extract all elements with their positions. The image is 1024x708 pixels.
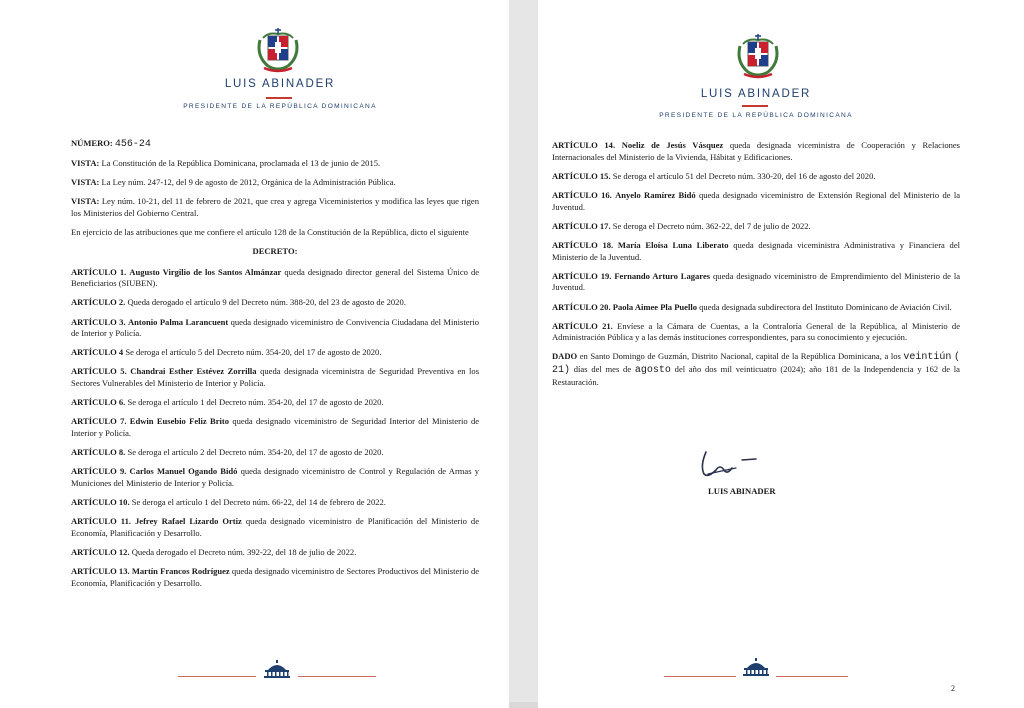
article-paragraph: ARTÍCULO 9. Carlos Manuel Ogando Bidó queda designado viceministro de Control y Regulación de Armas y Municiones del Ministerio de Interior y Policía.: [71, 466, 480, 488]
article-paragraph: ARTÍCULO 2. Queda derogado el artículo 9 del Decreto núm. 388-20, del 23 de agosto de 2020.: [71, 297, 406, 308]
footer-rule-right: [298, 676, 376, 677]
vista-paragraph: VISTA: Ley núm. 10-21, del 11 de febrero de 2021, que crea y agrega Viceministerios y modifica las leyes que rigen los Ministerios del Gobierno Central.: [71, 195, 479, 218]
article-paragraph: ARTÍCULO 18. María Eloísa Luna Liberato queda designada viceministra Administrativa y Financiera del Ministerio de la Juventud.: [552, 239, 961, 262]
header-subtitle: PRESIDENTE DE LA REPÚBLICA DOMINICANA: [659, 112, 853, 119]
article-paragraph: ARTÍCULO 17. Se deroga el Decreto núm. 362-22, del 7 de julio de 2022.: [552, 220, 811, 231]
article-paragraph: ARTÍCULO 12. Queda derogado el Decreto núm. 392-22, del 18 de julio de 2022.: [71, 547, 357, 558]
footer-rule-left: [178, 676, 256, 677]
vista-paragraph: VISTA: La Constitución de la República Dominicana, proclamada el 13 de junio de 2015.: [71, 157, 381, 168]
article-paragraph: ARTÍCULO 21. Envíese a la Cámara de Cuentas, a la Contraloría General de la República, al Ministerio de Administración Pública y a las demás instituciones correspondientes, para su conocimiento y ejecución.: [552, 320, 960, 343]
header-name: LUIS ABINADER: [224, 78, 336, 90]
article-paragraph: ARTÍCULO 11. Jefrey Rafael Lizardo Ortiz queda designado viceministro de Planificación del Ministerio de Economía, Planificación y Desarrollo.: [71, 516, 479, 538]
decreto-heading: DECRETO:: [252, 245, 298, 256]
handwritten-month: agosto: [634, 365, 671, 377]
palace-dome-icon: [741, 658, 771, 676]
footer-rule-right: [776, 676, 848, 677]
document-page-1: [0, 0, 509, 708]
header-name: LUIS ABINADER: [700, 88, 812, 100]
decree-number: NÚMERO: 456-24: [71, 138, 151, 150]
left-body: [71, 138, 479, 597]
footer-rule-left: [664, 676, 736, 677]
signatory-name: LUIS ABINADER: [708, 486, 776, 496]
handwritten-day-words: veintiún: [903, 352, 952, 364]
article-paragraph: ARTÍCULO 3. Antonio Palma Larancuent queda designado viceministro de Convivencia Ciudadana del Ministerio de Interior y Policía.: [71, 316, 480, 339]
header-red-rule: [266, 97, 292, 99]
header-red-rule: [742, 105, 768, 107]
article-paragraph: ARTÍCULO 10. Se deroga el artículo 1 del Decreto núm. 66-22, del 14 de febrero de 2022.: [71, 497, 386, 508]
article-paragraph: ARTÍCULO 20. Paola Aimee Pla Puello queda designada subdirectora del Instituto Dominicano de Aviación Civil.: [552, 301, 952, 312]
article-paragraph: ARTÍCULO 15. Se deroga el artículo 51 del Decreto núm. 330-20, del 16 de agosto del 2020.: [552, 170, 876, 181]
article-paragraph: ARTÍCULO 8. Se deroga el artículo 2 del Decreto núm. 354-20, del 17 de agosto de 2020.: [71, 447, 384, 458]
document-page-2: [538, 0, 1024, 708]
handwritten-day-number: ( 21): [552, 352, 961, 377]
coat-of-arms-icon: [254, 22, 302, 74]
article-paragraph: ARTÍCULO 5. Chandrai Esther Estévez Zorrilla queda designada viceministra de Seguridad Preventiva en los Sectores Vulnerables del Ministerio de Interior y Policía.: [71, 366, 480, 389]
header-subtitle: PRESIDENTE DE LA REPÚBLICA DOMINICANA: [183, 103, 377, 110]
article-paragraph: ARTÍCULO 4 Se deroga el artículo 5 del Decreto núm. 354-20, del 17 de agosto de 2020.: [71, 347, 382, 358]
article-paragraph: ARTÍCULO 6. Se deroga el artículo 1 del Decreto núm. 354-20, del 17 de agosto de 2020.: [71, 397, 384, 408]
coat-of-arms-icon: [734, 28, 782, 80]
ejercicio-paragraph: En ejercicio de las atribuciones que me confiere el artículo 128 de la Constitución de la República, dicto el siguiente: [71, 226, 469, 237]
article-paragraph: ARTÍCULO 13. Martín Francos Rodríguez queda designado viceministro de Sectores Productivos del Ministerio de Economía, Planificación y Desarrollo.: [71, 566, 480, 588]
article-paragraph: ARTÍCULO 1. Augusto Virgilio de los Santos Almánzar queda designado director general del Sistema Único de Beneficiarios (SIUBEN).: [71, 266, 480, 289]
article-paragraph: ARTÍCULO 14. Noeliz de Jesús Vásquez queda designada viceministra de Cooperación y Relaciones Internacionales del Ministerio de la Vivienda, Hábitat y Edificaciones.: [552, 140, 960, 162]
vista-paragraph: VISTA: La Ley núm. 247-12, del 9 de agosto de 2012, Orgánica de la Administración Pública.: [71, 176, 396, 187]
article-paragraph: ARTÍCULO 7. Edwin Eusebio Feliz Brito queda designado viceministro de Seguridad Interior del Ministerio de Interior y Policía.: [71, 416, 480, 439]
right-body: [552, 140, 960, 396]
article-paragraph: ARTÍCULO 16. Anyelo Ramírez Bidó queda designado viceministro de Extensión Regional del Ministerio de la Juventud.: [552, 189, 960, 212]
dado-paragraph: DADO en Santo Domingo de Guzmán, Distrito Nacional, capital de la República Dominicana, a los veintiún ( 21) días del mes de agosto del año dos mil veinticuatro (2024); año 181 de la Independencia y 162 de la Restauración.: [552, 351, 961, 387]
signature-mark: [696, 444, 760, 484]
palace-dome-icon: [262, 660, 292, 678]
page-gutter: [509, 0, 538, 708]
page-number: 2: [951, 684, 955, 693]
decree-number-value: 456-24: [114, 139, 151, 150]
article-paragraph: ARTÍCULO 19. Fernando Arturo Lagares queda designado viceministro de Emprendimiento del Ministerio de la Juventud.: [552, 270, 961, 293]
